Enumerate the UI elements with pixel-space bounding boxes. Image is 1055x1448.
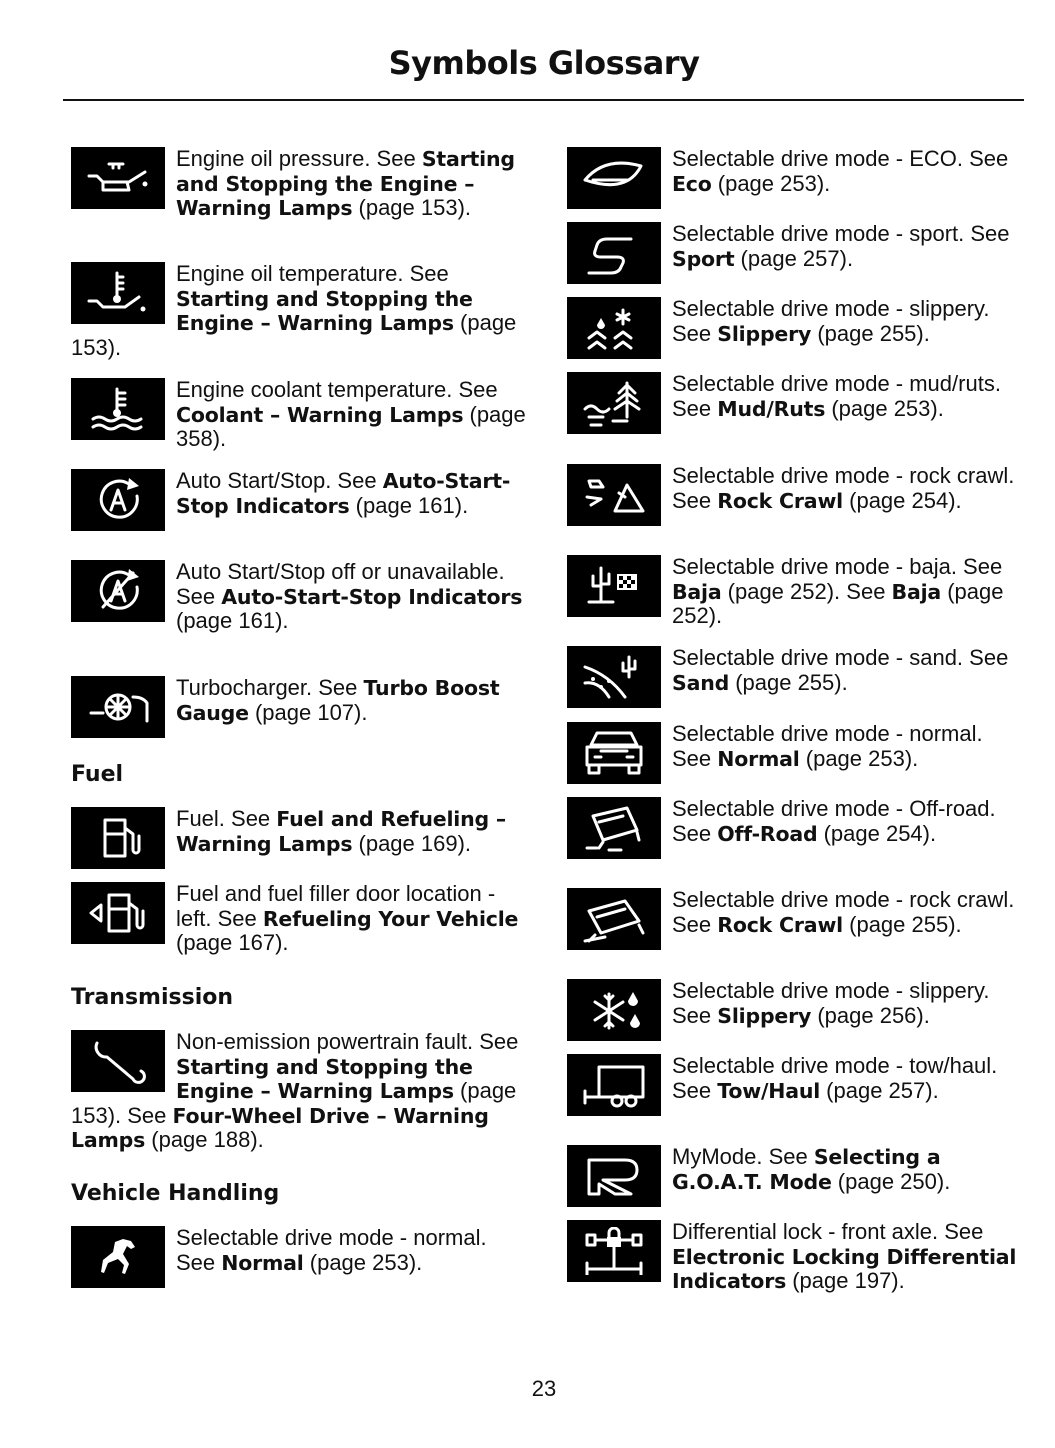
description-text: (page 188). [145,1127,264,1152]
description-text: (page 153). [71,310,517,360]
description-text: (page 253). [303,1249,423,1275]
description-text: (page 250). [831,1168,951,1194]
description-text: Selectable drive mode - normal. See [672,721,983,771]
entry-description [672,721,983,771]
page-title: Symbols Glossary [388,44,700,82]
description-text: (page 253). [825,395,944,421]
cross-reference: Slippery [717,321,812,346]
glossary-entry [567,555,1027,629]
description-text: (page 153). See [71,1078,517,1128]
description-text: Auto Start/Stop off or unavailable. See [176,559,505,609]
cross-reference: Electronic Locking Differential Indicators [672,1244,1017,1293]
entry-description [176,146,515,220]
cross-reference: Sport [672,246,735,271]
cross-reference: Slippery [717,1003,812,1028]
cross-reference: Four-Wheel Drive – Warning Lamps [71,1103,489,1152]
cross-reference: Rock Crawl [717,912,844,937]
cross-reference: Fuel and Refueling – Warning Lamps [176,807,506,856]
description-text: Selectable drive mode - baja. See [672,554,1003,579]
glossary-entry [567,979,1027,1047]
description-text: Selectable drive mode - rock crawl. See [672,887,1015,937]
entry-description [672,978,990,1028]
glossary-entry [71,1030,531,1153]
engine-oil-temperature-icon [71,262,165,324]
description-text: Selectable drive mode - mud/ruts. See [672,371,1001,421]
cross-reference: Tow/Haul [717,1078,821,1103]
cross-reference: Starting and Stopping the Engine – Warning Lamps [176,1054,473,1103]
auto-start-stop-icon [71,469,165,531]
description-text: (page 254). [843,487,962,513]
trailer-icon [567,1054,661,1116]
description-text: (page 254). [817,820,937,846]
cross-reference: Refueling Your Vehicle [262,906,519,931]
description-text: (page 197). [786,1268,905,1293]
cross-reference: Baja [672,579,722,604]
description-text: Fuel and fuel filler door location - left. See [176,881,496,931]
rock-crawl-truck-icon [567,888,661,950]
glossary-entry [567,1220,1027,1294]
rock-crawl-icon [567,464,661,526]
glossary-entry [71,882,531,956]
description-text: (page 161). [176,608,289,633]
glossary-entry [71,469,531,537]
glossary-entry [567,797,1027,865]
bronco-horse-icon [71,1226,165,1288]
sport-s-icon [567,222,661,284]
description-text: Selectable drive mode - tow/haul. See [672,1053,998,1103]
glossary-entry [567,222,1027,290]
glossary-entry [71,676,531,744]
description-text: (page 358). [176,401,526,451]
cross-reference: Auto-Start-Stop Indicators [176,469,511,518]
cross-reference: Eco [672,171,712,196]
glossary-entry [71,560,531,634]
cross-reference: Rock Crawl [717,488,844,513]
description-text: Auto Start/Stop. See [176,468,383,493]
entry-description [672,554,1003,628]
section-heading-fuel: Fuel [71,762,124,787]
cross-reference: Normal [221,1250,304,1275]
fuel-door-left-icon [71,882,165,944]
auto-start-stop-off-icon [71,560,165,622]
description-text: Selectable drive mode - normal. See [176,1225,487,1275]
description-text: Engine oil pressure. See [176,146,422,171]
description-text: Engine coolant temperature. See [176,377,498,402]
entry-description [176,1225,487,1275]
glossary-entry [567,372,1027,440]
snowflake-drop-icon [567,979,661,1041]
entry-description [672,296,990,346]
description-text: Selectable drive mode - sand. See [672,645,1009,670]
description-text: (page 253). [799,745,919,771]
entry-description [176,377,526,451]
section-heading-vehicle-handling: Vehicle Handling [71,1181,280,1206]
glossary-entry [567,888,1027,956]
description-text: Selectable drive mode - Off-road. See [672,796,996,846]
mymode-r-icon [567,1145,661,1207]
cross-reference: Turbo Boost Gauge [176,676,500,725]
description-text: (page 169). [352,830,472,856]
glossary-entry [71,262,531,360]
slippery-drops-icon [567,297,661,359]
glossary-entry [71,807,531,875]
cross-reference: Coolant – Warning Lamps [176,402,464,427]
truck-front-icon [567,722,661,784]
entry-description [176,806,506,856]
section-heading-transmission: Transmission [71,985,234,1010]
description-text: (page 161). [349,492,469,518]
page-number: 23 [531,1376,557,1401]
differential-lock-icon [567,1220,661,1282]
description-text: (page 256). [811,1002,930,1028]
description-text: MyMode. See [672,1144,814,1169]
description-text: (page 252). See [721,578,892,604]
mud-ruts-icon [567,372,661,434]
glossary-entry [567,1145,1027,1213]
description-text: Engine oil temperature. See [176,261,449,286]
glossary-entry [567,464,1027,532]
entry-description [672,887,1014,937]
entry-description [176,559,522,633]
description-text: (page 255). [729,669,848,695]
description-text: Fuel. See [176,806,277,831]
glossary-entry [567,646,1027,714]
description-text: Selectable drive mode - ECO. See [672,146,1009,171]
glossary-entry [567,722,1027,790]
cross-reference: Normal [717,746,800,771]
description-text: (page 257). [820,1077,939,1103]
description-text: Selectable drive mode - slippery. See [672,978,990,1028]
entry-description [672,1053,997,1103]
glossary-entry [71,1226,531,1294]
baja-icon [567,555,661,617]
off-road-truck-icon [567,797,661,859]
entry-description [672,1144,950,1194]
entry-description [672,1219,1016,1293]
engine-oil-pressure-icon [71,147,165,209]
description-text: Non-emission powertrain fault. See [176,1029,519,1054]
entry-description [672,221,1010,271]
description-text: (page 252). [672,578,1004,628]
glossary-entry [567,147,1027,215]
glossary-entry [71,378,531,452]
glossary-entry [567,1054,1027,1122]
cross-reference: Starting and Stopping the Engine – Warning Lamps [176,147,515,220]
description-text: (page 255). [811,320,930,346]
leaf-eco-icon [567,147,661,209]
description-text: (page 257). [734,245,854,271]
description-text: Differential lock - front axle. See [672,1219,984,1244]
description-text: Selectable drive mode - slippery. See [672,296,990,346]
entry-description [672,371,1001,421]
sand-icon [567,646,661,708]
entry-description [176,881,518,955]
glossary-entry [567,297,1027,365]
description-text: (page 107). [248,699,368,725]
cross-reference: Mud/Ruts [717,396,826,421]
cross-reference: Auto-Start-Stop Indicators [221,584,523,609]
fuel-pump-icon [71,807,165,869]
entry-description [672,796,996,846]
entry-description [672,645,1008,695]
description-text: Selectable drive mode - sport. See [672,221,1010,246]
wrench-icon [71,1030,165,1092]
description-text: Selectable drive mode - rock crawl. See [672,463,1015,513]
entry-description [672,463,1014,513]
entry-description [176,468,510,518]
description-text: (page 253). [711,170,831,196]
cross-reference: Baja [891,579,942,604]
entry-description [672,146,1008,196]
cross-reference: Starting and Stopping the Engine – Warning Lamps [176,286,473,335]
description-text: (page 255). [843,911,962,937]
glossary-entry [71,147,531,221]
turbocharger-icon [71,676,165,738]
entry-description [176,675,499,725]
description-text: (page 153). [352,195,472,220]
description-text: (page 167). [176,930,289,955]
title-divider [63,99,1024,101]
cross-reference: Off-Road [717,821,818,846]
engine-coolant-temperature-icon [71,378,165,440]
cross-reference: Sand [672,670,730,695]
description-text: Turbocharger. See [176,675,364,700]
cross-reference: Selecting a G.O.A.T. Mode [672,1145,941,1194]
